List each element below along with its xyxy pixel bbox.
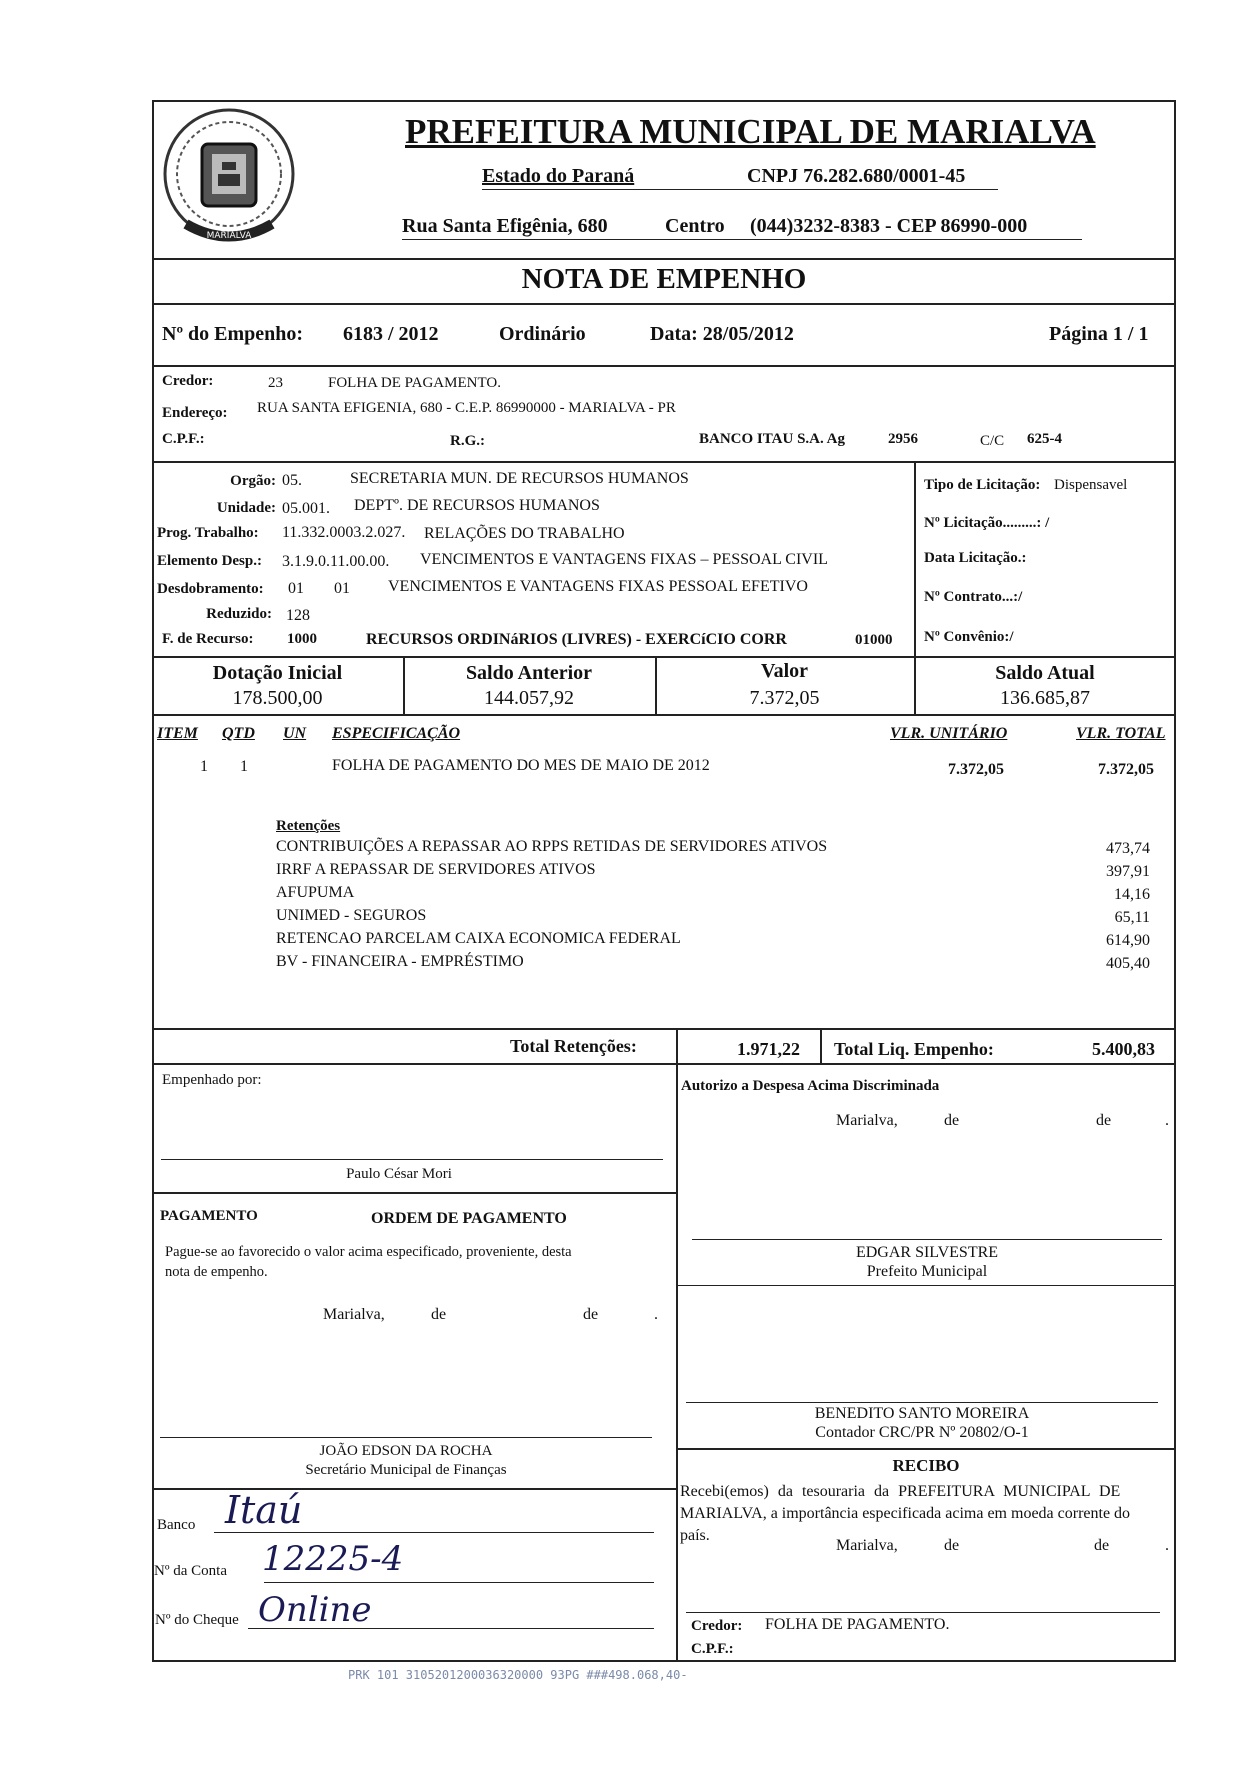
recibo-cpf-label: C.P.F.: — [691, 1641, 734, 1657]
retencao-value-2: 397,91 — [1106, 863, 1150, 880]
ordem-local: Marialva, — [323, 1306, 385, 1323]
unidade-label: Unidade: — [216, 500, 276, 516]
numero-convenio: Nº Convênio:/ — [924, 629, 1014, 645]
recurso-code: 1000 — [287, 631, 317, 647]
divider-v — [914, 461, 916, 656]
secretario-name: JOÃO EDSON DA ROCHA — [319, 1443, 493, 1459]
numero-licitacao: Nº Licitação.........: / — [924, 515, 1050, 531]
total-retencoes: 1.971,22 — [737, 1039, 800, 1059]
orgao-code: 05. — [282, 472, 302, 489]
prefeito-role: Prefeito Municipal — [866, 1263, 988, 1280]
banco-label: Banco — [157, 1517, 196, 1533]
cheque-label: Nº do Cheque — [155, 1612, 239, 1628]
cheque-handwritten: Online — [258, 1590, 372, 1630]
col-especificacao: ESPECIFICAÇÃO — [332, 725, 461, 742]
divider — [676, 1285, 1176, 1286]
recurso-num: 01000 — [855, 632, 893, 648]
elemento: VENCIMENTOS E VANTAGENS FIXAS – PESSOAL CIVIL — [420, 551, 828, 568]
total-liq: 5.400,83 — [1092, 1039, 1155, 1059]
signature-line — [686, 1612, 1160, 1613]
cheque-line — [248, 1628, 654, 1629]
valor-value: 7.372,05 — [749, 687, 820, 709]
signature-line — [161, 1159, 663, 1160]
col-qtd: QTD — [222, 725, 255, 742]
recurso: RECURSOS ORDINáRIOS (LIVRES) - EXERCíCIO CORR — [366, 631, 787, 648]
item-total-value: 7.372,05 — [1098, 761, 1154, 778]
recibo-local: Marialva, — [836, 1537, 898, 1554]
autorizo-de-1: de — [944, 1112, 960, 1129]
recibo-credor-name: FOLHA DE PAGAMENTO. — [765, 1616, 950, 1633]
credor-address: RUA SANTA EFIGENIA, 680 - C.E.P. 86990000 - MARIALVA - PR — [257, 400, 676, 416]
ordem-de-1: de — [431, 1306, 447, 1323]
valor-label: Valor — [760, 660, 809, 682]
retencao-value-6: 405,40 — [1106, 955, 1150, 972]
retencoes-title: Retenções — [276, 818, 341, 834]
tipo-licitacao: Dispensavel — [1054, 477, 1128, 493]
item-description: FOLHA DE PAGAMENTO DO MES DE MAIO DE 2012 — [332, 757, 710, 774]
data-licitacao: Data Licitação.: — [924, 550, 1027, 566]
retencao-desc-6: BV - FINANCEIRA - EMPRÉSTIMO — [276, 953, 524, 970]
divider — [152, 1063, 1176, 1065]
state-name: Estado do Paraná — [482, 165, 635, 187]
item-unit-value: 7.372,05 — [948, 761, 1004, 778]
bank-stamp: PRK 101 3105201200036320000 93PG ###498.068,40- — [348, 1668, 688, 1682]
empenho-number-label: Nº do Empenho: — [162, 323, 304, 345]
divider — [152, 258, 1176, 260]
divider-v — [676, 1028, 678, 1063]
empenhado-por-name: Paulo César Mori — [346, 1166, 452, 1182]
saldo-anterior-value: 144.057,92 — [484, 687, 574, 709]
divider — [152, 1192, 676, 1194]
divider — [152, 1028, 1176, 1030]
divider-v — [676, 1063, 678, 1662]
ordem-pagamento-label: ORDEM DE PAGAMENTO — [371, 1210, 567, 1227]
divider — [152, 461, 1176, 463]
credor-label: Credor: — [162, 373, 214, 389]
saldo-anterior-label: Saldo Anterior — [465, 662, 593, 684]
credor-code: 23 — [268, 375, 283, 391]
page-title: PREFEITURA MUNICIPAL DE MARIALVA — [405, 112, 1096, 151]
reduzido-label: Reduzido: — [206, 606, 272, 622]
recibo-title: RECIBO — [892, 1456, 960, 1475]
retencao-value-3: 14,16 — [1114, 886, 1150, 903]
conta-line — [264, 1582, 654, 1583]
divider-v — [820, 1028, 822, 1063]
cc-label: C/C — [980, 433, 1005, 449]
elemento-label: Elemento Desp.: — [157, 553, 262, 569]
doc-title: NOTA DE EMPENHO — [521, 263, 807, 295]
dotacao-inicial-value: 178.500,00 — [232, 687, 323, 709]
recurso-label: F. de Recurso: — [162, 631, 254, 647]
bank-name: BANCO ITAU S.A. Ag — [699, 431, 845, 447]
header-district: Centro — [665, 215, 725, 237]
autorizo-dot: . — [1165, 1112, 1169, 1129]
orgao: SECRETARIA MUN. DE RECURSOS HUMANOS — [350, 470, 689, 487]
signature-line — [686, 1402, 1158, 1403]
total-liq-label: Total Liq. Empenho: — [834, 1039, 994, 1059]
reduzido: 128 — [286, 607, 310, 624]
retencao-desc-3: AFUPUMA — [276, 884, 355, 901]
empenhado-por-label: Empenhado por: — [162, 1072, 262, 1088]
signature-line — [692, 1239, 1162, 1240]
recibo-credor-label: Credor: — [691, 1618, 743, 1634]
saldo-atual-label: Saldo Atual — [995, 662, 1095, 684]
bank-agency: 2956 — [888, 431, 918, 447]
contador-role: Contador CRC/PR Nº 20802/O-1 — [815, 1424, 1029, 1441]
municipal-seal — [156, 104, 302, 254]
prefeito-name: EDGAR SILVESTRE — [855, 1244, 999, 1261]
retencao-desc-4: UNIMED - SEGUROS — [276, 907, 427, 924]
svg-text:MARIALVA: MARIALVA — [206, 231, 252, 241]
page-number: Página 1 / 1 — [1049, 323, 1149, 345]
col-vlr-total: VLR. TOTAL — [1076, 725, 1166, 742]
item-qtd: 1 — [240, 758, 248, 775]
retencao-value-5: 614,90 — [1106, 932, 1150, 949]
retencao-value-1: 473,74 — [1106, 840, 1150, 857]
state-underline — [482, 189, 998, 190]
ordem-de-2: de — [583, 1306, 599, 1323]
address-underline — [402, 239, 1082, 240]
total-retencoes-label: Total Retenções: — [510, 1036, 637, 1056]
autorizo-label: Autorizo a Despesa Acima Discriminada — [681, 1078, 940, 1094]
signature-line — [160, 1437, 652, 1438]
tipo-licitacao-label: Tipo de Licitação: — [924, 477, 1041, 493]
ordem-dot: . — [654, 1306, 658, 1323]
desdob: VENCIMENTOS E VANTAGENS FIXAS PESSOAL EFETIVO — [388, 578, 808, 595]
rg-label: R.G.: — [450, 433, 485, 449]
conta-label: Nº da Conta — [154, 1563, 227, 1579]
col-vlr-unitario: VLR. UNITÁRIO — [890, 725, 1008, 742]
header-phone-cep: (044)3232-8383 - CEP 86990-000 — [750, 215, 1028, 237]
elemento-code: 3.1.9.0.11.00.00. — [282, 553, 390, 570]
retencao-desc-1: CONTRIBUIÇÕES A REPASSAR AO RPPS RETIDAS DE SERVIDORES ATIVOS — [276, 838, 828, 855]
unidade-code: 05.001. — [282, 500, 330, 517]
item-number: 1 — [200, 758, 208, 775]
pague-se-text-2: nota de empenho. — [165, 1264, 268, 1280]
secretario-role: Secretário Municipal de Finanças — [305, 1462, 507, 1478]
recibo-de-1: de — [944, 1537, 960, 1554]
desdob-a: 01 — [288, 580, 304, 597]
header-address: Rua Santa Efigênia, 680 — [402, 215, 608, 237]
col-un: UN — [283, 725, 307, 742]
contador-name: BENEDITO SANTO MOREIRA — [814, 1405, 1030, 1422]
conta-handwritten: 12225-4 — [262, 1539, 404, 1579]
divider — [152, 303, 1176, 305]
empenho-date: Data: 28/05/2012 — [650, 323, 794, 345]
prog-code: 11.332.0003.2.027. — [282, 524, 406, 541]
orgao-label: Orgão: — [230, 473, 276, 489]
divider — [152, 656, 1176, 658]
prog: RELAÇÕES DO TRABALHO — [424, 525, 625, 542]
recibo-text-2: MARIALVA, a importância especificada acima em moeda corrente do — [680, 1505, 1131, 1522]
recibo-text-3: país. — [680, 1527, 710, 1544]
retencao-value-4: 65,11 — [1114, 909, 1150, 926]
address-label: Endereço: — [162, 405, 228, 421]
pagamento-label: PAGAMENTO — [160, 1208, 258, 1224]
empenho-number: 6183 / 2012 — [343, 323, 439, 345]
numero-contrato: Nº Contrato...:/ — [924, 589, 1023, 605]
desdob-b: 01 — [334, 580, 350, 597]
dotacao-inicial-label: Dotação Inicial — [212, 662, 343, 684]
autorizo-local: Marialva, — [836, 1112, 898, 1129]
banco-handwritten: Itaú — [225, 1488, 303, 1532]
retencao-desc-5: RETENCAO PARCELAM CAIXA ECONOMICA FEDERAL — [276, 930, 681, 947]
cc-number: 625-4 — [1027, 431, 1062, 447]
divider — [152, 714, 1176, 716]
divider — [152, 365, 1176, 367]
empenho-type: Ordinário — [499, 323, 586, 345]
credor-name: FOLHA DE PAGAMENTO. — [328, 375, 501, 391]
recibo-text-1: Recebi(emos) da tesouraria da PREFEITURA MUNICIPAL DE — [680, 1483, 1121, 1500]
desdob-label: Desdobramento: — [157, 581, 264, 597]
pague-se-text: Pague-se ao favorecido o valor acima especificado, proveniente, desta — [165, 1244, 572, 1260]
recibo-de-2: de — [1094, 1537, 1110, 1554]
divider — [676, 1448, 1176, 1450]
col-item: ITEM — [157, 725, 198, 742]
cnpj: CNPJ 76.282.680/0001-45 — [747, 165, 966, 187]
prog-label: Prog. Trabalho: — [157, 525, 259, 541]
cpf-label: C.P.F.: — [162, 431, 205, 447]
autorizo-de-2: de — [1096, 1112, 1112, 1129]
recibo-dot: . — [1165, 1537, 1169, 1554]
retencao-desc-2: IRRF A REPASSAR DE SERVIDORES ATIVOS — [276, 861, 596, 878]
banco-line — [214, 1532, 654, 1533]
unidade: DEPTº. DE RECURSOS HUMANOS — [354, 497, 600, 514]
saldo-atual-value: 136.685,87 — [1000, 687, 1090, 709]
